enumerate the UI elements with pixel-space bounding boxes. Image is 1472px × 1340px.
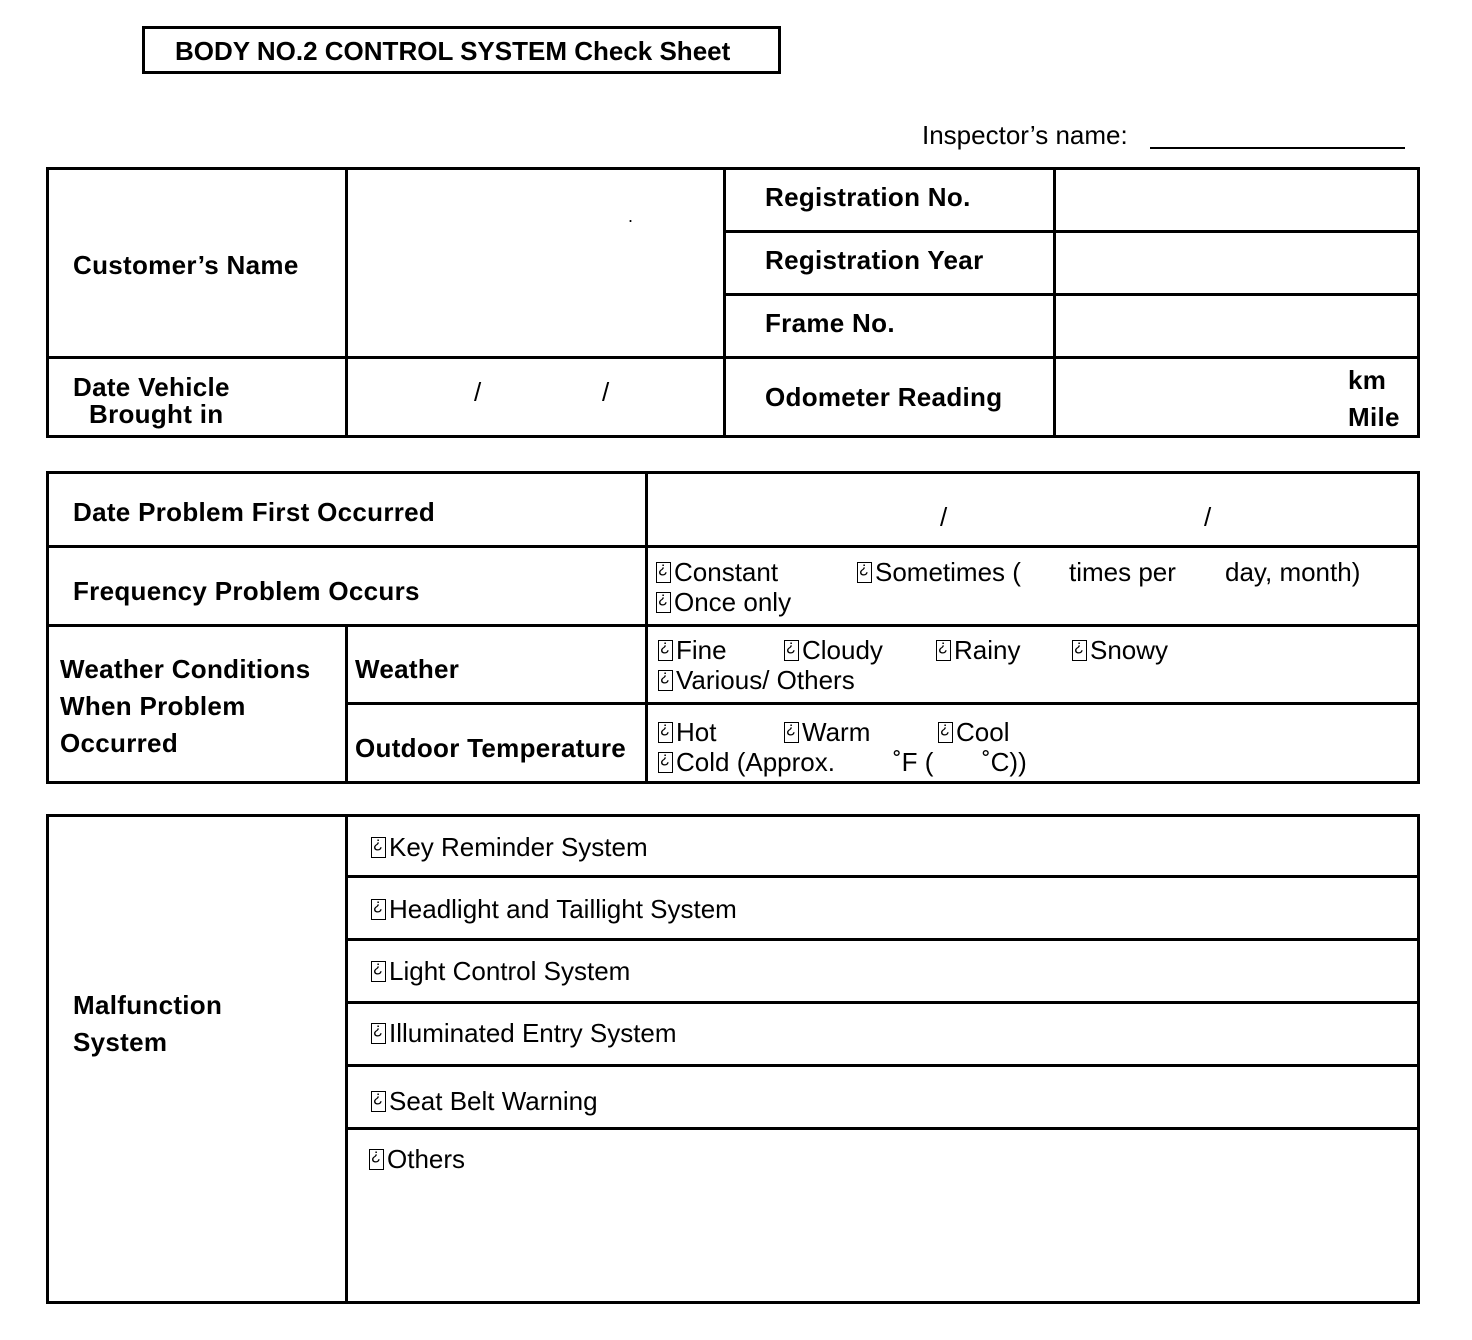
unit-mile: Mile <box>1348 402 1400 432</box>
day-month-label: day, month) <box>1225 557 1361 587</box>
date-first-occurred-field[interactable] <box>648 474 1417 545</box>
checkbox-icon[interactable] <box>784 640 799 661</box>
option-others[interactable]: ¿Others <box>369 1144 465 1175</box>
option-cold[interactable]: ¿Cold (Approx. <box>658 747 835 778</box>
inspector-name-field[interactable] <box>1150 147 1405 149</box>
option-cloudy[interactable]: ¿ Cloudy <box>784 635 883 666</box>
option-once-only[interactable]: ¿Once only <box>656 587 791 618</box>
unit-km: km <box>1348 365 1387 395</box>
date-separator: / <box>474 377 482 407</box>
odometer-label: Odometer Reading <box>765 382 1003 412</box>
frame-no-field[interactable] <box>1056 296 1417 356</box>
date-brought-field[interactable] <box>348 359 723 435</box>
times-per-label: times per <box>1069 557 1176 587</box>
option-cool[interactable]: ¿ Cool <box>938 717 1009 748</box>
option-hot[interactable]: ¿Hot <box>658 717 716 748</box>
others-notes-field[interactable] <box>348 1185 1417 1301</box>
weather-label: Weather <box>355 654 460 684</box>
malfunction-label-line1: Malfunction <box>73 990 223 1020</box>
checkbox-icon[interactable] <box>658 670 673 691</box>
date-separator: / <box>940 502 948 532</box>
odometer-field[interactable] <box>1056 359 1417 435</box>
checkbox-icon[interactable] <box>656 562 671 583</box>
checkbox-icon[interactable] <box>371 1023 386 1044</box>
title-box <box>142 26 781 74</box>
customer-name-field[interactable] <box>348 170 723 356</box>
page-title: BODY NO.2 CONTROL SYSTEM Check Sheet <box>175 36 731 66</box>
option-sometimes[interactable]: ¿ Sometimes ( <box>857 557 1021 588</box>
checkbox-icon[interactable] <box>371 837 386 858</box>
checkbox-icon[interactable] <box>371 1091 386 1112</box>
customer-name-label: Customer’s Name <box>73 250 299 280</box>
registration-year-field[interactable] <box>1056 233 1417 293</box>
option-key-reminder-system[interactable]: ¿Key Reminder System <box>371 832 648 863</box>
checkbox-icon[interactable] <box>371 899 386 920</box>
option-rainy[interactable]: ¿ Rainy <box>936 635 1020 666</box>
option-various-others[interactable]: ¿Various/ Others <box>658 665 855 696</box>
checkbox-icon[interactable] <box>656 592 671 613</box>
checkbox-icon[interactable] <box>369 1149 384 1170</box>
frame-no-label: Frame No. <box>765 308 895 338</box>
malfunction-label-line2: System <box>73 1027 168 1057</box>
date-separator: / <box>1204 502 1212 532</box>
option-headlight-taillight-system[interactable]: ¿Headlight and Taillight System <box>371 894 737 925</box>
option-illuminated-entry-system[interactable]: ¿Illuminated Entry System <box>371 1018 677 1049</box>
inspector-label: Inspector’s name: <box>922 120 1128 150</box>
date-separator: / <box>602 377 610 407</box>
checkbox-icon[interactable] <box>938 722 953 743</box>
date-brought-label-line1: Date Vehicle <box>73 372 230 402</box>
checkbox-icon[interactable] <box>658 722 673 743</box>
registration-no-field[interactable] <box>1056 170 1417 230</box>
option-fine[interactable]: ¿Fine <box>658 635 727 666</box>
registration-year-label: Registration Year <box>765 245 984 275</box>
option-snowy[interactable]: ¿ Snowy <box>1072 635 1168 666</box>
fahrenheit-label: ˚F ( <box>893 747 934 777</box>
celsius-label: ˚C)) <box>982 747 1027 777</box>
option-warm[interactable]: ¿ Warm <box>784 717 870 748</box>
date-first-occurred-label: Date Problem First Occurred <box>73 497 436 527</box>
weather-conditions-label-line2: When Problem <box>60 691 246 721</box>
date-brought-label-line2: Brought in <box>89 399 224 429</box>
registration-no-label: Registration No. <box>765 182 971 212</box>
checkbox-icon[interactable] <box>371 961 386 982</box>
option-constant[interactable]: ¿Constant <box>656 557 778 588</box>
option-light-control-system[interactable]: ¿Light Control System <box>371 956 630 987</box>
weather-conditions-label-line3: Occurred <box>60 728 179 758</box>
checkbox-icon[interactable] <box>658 752 673 773</box>
frequency-label: Frequency Problem Occurs <box>73 576 420 606</box>
weather-conditions-label-line1: Weather Conditions <box>60 654 311 684</box>
option-seat-belt-warning[interactable]: ¿Seat Belt Warning <box>371 1086 598 1117</box>
checkbox-icon[interactable] <box>658 640 673 661</box>
customer-name-dot: . <box>628 206 634 226</box>
checkbox-icon[interactable] <box>784 722 799 743</box>
outdoor-temperature-label: Outdoor Temperature <box>355 733 627 763</box>
checkbox-icon[interactable] <box>1072 640 1087 661</box>
checkbox-icon[interactable] <box>936 640 951 661</box>
checkbox-icon[interactable] <box>857 562 872 583</box>
